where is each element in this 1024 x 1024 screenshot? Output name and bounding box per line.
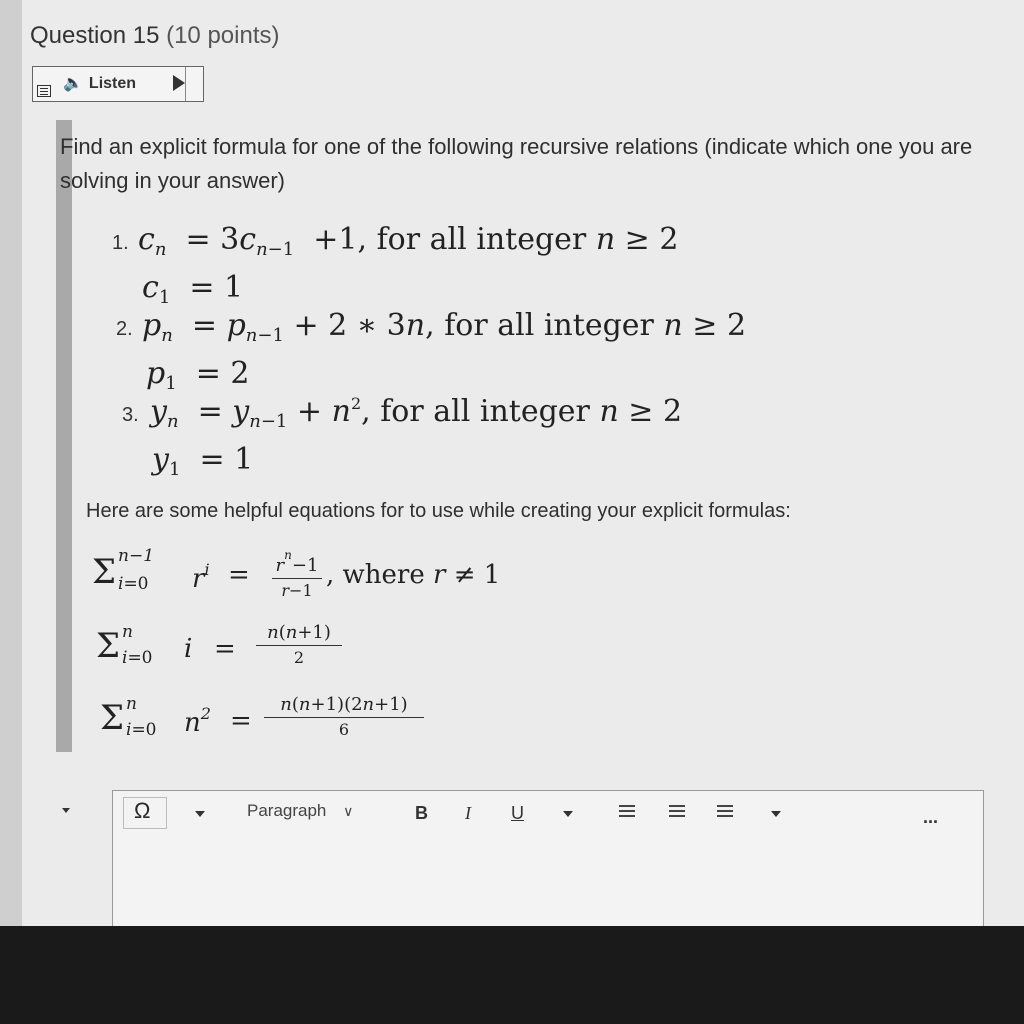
align-left-icon[interactable] <box>619 805 635 821</box>
helper-equation-3: Σ n i=0 $n^2$ = n(n+1)(2n+1) 6 <box>100 698 440 748</box>
chevron-down-icon: ∨ <box>343 803 354 819</box>
chevron-down-icon[interactable] <box>563 811 573 817</box>
chevron-down-icon[interactable] <box>771 811 781 817</box>
editor-toolbar <box>113 791 983 835</box>
relation-2-condition: for all integer <box>444 308 654 343</box>
relation-2-initial: $p_1 = 2$ <box>146 356 250 394</box>
question-label: Question 15 <box>30 22 160 49</box>
relation-1-recurrence: $c_n = 3c_{n-1} +1$, for all integer n ≥ 2 <box>138 222 679 260</box>
relation-number-2: 2. <box>116 318 133 340</box>
helper-where: where <box>342 560 425 590</box>
helper-text: Here are some helpful equations for to use while creating your explicit formulas: <box>86 500 791 522</box>
align-center-icon[interactable] <box>669 805 685 821</box>
paragraph-format-select[interactable] <box>247 801 353 821</box>
relation-number-1: 1. <box>112 232 129 254</box>
question-title <box>30 22 279 50</box>
relation-3-recurrence: $y_n = y_{n-1} + n^2$, for all integer n ≥ 2 <box>150 394 683 432</box>
relation-2-recurrence: $p_n = p_{n-1} + 2$ ∗ 3n, for all integer n ≥ 2 <box>142 308 747 346</box>
underline-button[interactable]: U <box>511 803 524 823</box>
speaker-icon: 🔈 <box>63 75 83 92</box>
relation-1-condition: for all integer <box>376 222 587 257</box>
question-gutter <box>56 120 72 752</box>
italic-button[interactable]: I <box>465 803 471 823</box>
helper-equation-2: Σ n i=0 i = n(n+1) 2 <box>96 626 356 676</box>
listen-label: Listen <box>88 75 137 92</box>
toolbar-separator <box>185 67 186 101</box>
relation-3-initial: $y_1 = 1$ <box>152 442 254 480</box>
chevron-down-icon[interactable] <box>62 808 70 813</box>
relation-1-initial: $c_1 = 1$ <box>142 270 244 308</box>
play-icon[interactable] <box>173 75 185 91</box>
left-panel-edge <box>0 0 22 1024</box>
menu-icon[interactable] <box>37 85 51 97</box>
bold-button[interactable]: B <box>415 803 428 823</box>
omega-icon: Ω <box>134 798 151 823</box>
chevron-down-icon[interactable] <box>195 811 205 817</box>
screen-bezel <box>0 926 1024 1024</box>
relation-number-3: 3. <box>122 404 139 426</box>
special-characters-button[interactable] <box>123 797 167 829</box>
more-options-button[interactable]: ... <box>923 807 939 827</box>
paragraph-label: Paragraph <box>247 801 327 820</box>
question-points: (10 points) <box>166 22 280 49</box>
list-icon[interactable] <box>717 805 733 821</box>
listen-toolbar[interactable] <box>32 66 204 102</box>
question-prompt: Find an explicit formula for one of the following recursive relations (indicate which one you are solving in your answer) <box>60 134 973 193</box>
listen-button[interactable] <box>63 73 136 93</box>
relation-3-condition: for all integer <box>380 394 590 429</box>
helper-equation-1: Σ n−1 i=0 $r^i$ = $r^n-1$ r−1 , where r ≠ 1 <box>92 546 501 600</box>
